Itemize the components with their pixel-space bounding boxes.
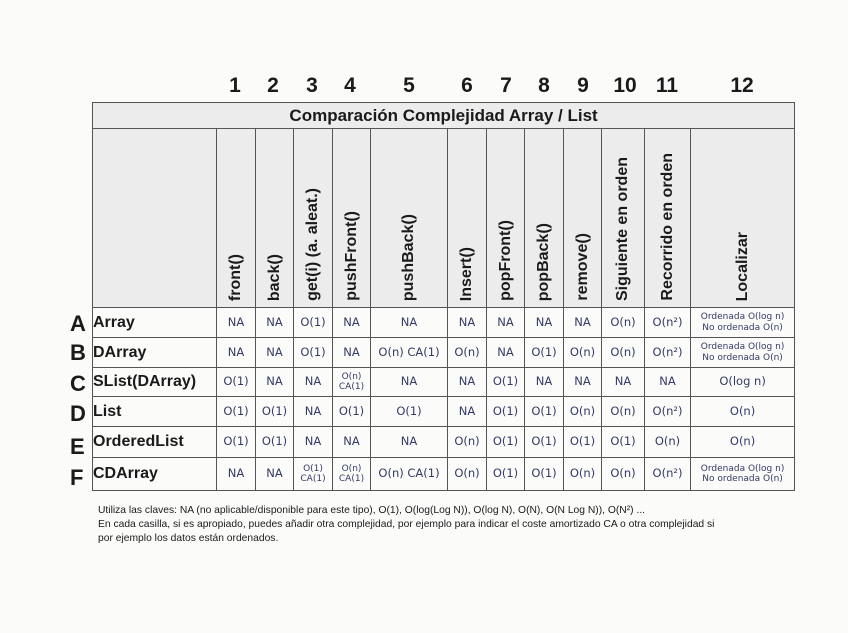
table-row [93, 308, 795, 338]
column-header-label: popBack() [535, 222, 552, 301]
table-cell: NA [256, 458, 294, 491]
table-cell: NA [371, 368, 448, 397]
table-cell: NA [256, 308, 294, 338]
table-cell: O(n) [448, 427, 487, 458]
column-numbers [0, 74, 848, 100]
table-cell: O(1) [217, 427, 256, 458]
column-number: 11 [655, 74, 679, 97]
table-cell: NA [564, 308, 602, 338]
table-cell: NA [333, 427, 371, 458]
table-cell: NA [448, 308, 487, 338]
table-cell: NA [294, 368, 333, 397]
table-row [93, 427, 795, 458]
table-cell: O(n) [691, 397, 795, 427]
table-cell: NA [333, 338, 371, 368]
column-number: 6 [461, 74, 473, 97]
table-cell: O(n) [448, 458, 487, 491]
table-cell: O(log n) [691, 368, 795, 397]
table-cell: O(1) [256, 397, 294, 427]
table-cell: NA [645, 368, 691, 397]
row-letter: A [70, 311, 86, 336]
table-cell: O(1) [487, 458, 525, 491]
table-cell: O(n) [564, 397, 602, 427]
row-label: List [93, 397, 217, 427]
table-cell: NA [371, 427, 448, 458]
column-number: 7 [500, 74, 512, 97]
column-number: 12 [730, 74, 754, 97]
column-header-label: Localizar [733, 231, 751, 301]
note-line: por ejemplo los datos están ordenados. [98, 533, 279, 544]
row-label: SList(DArray) [93, 368, 217, 397]
table-cell: O(n) [564, 338, 602, 368]
table-cell: NA [294, 397, 333, 427]
column-header [217, 129, 256, 308]
column-header [645, 129, 691, 308]
table-cell: O(1) [487, 427, 525, 458]
table-cell: O(n) [564, 458, 602, 491]
table-cell: O(n) [448, 338, 487, 368]
column-header-label: Siguiente en orden [614, 156, 631, 301]
column-header-label: Recorrido en orden [658, 153, 676, 301]
column-number: 8 [538, 74, 550, 97]
table-cell: O(n²) [645, 397, 691, 427]
table-cell: O(n) [691, 427, 795, 458]
column-number: 5 [403, 74, 415, 97]
row-label: DArray [93, 338, 217, 368]
table-cell: O(n) CA(1) [333, 458, 371, 491]
table-cell: NA [525, 368, 564, 397]
column-header-label: back() [265, 253, 283, 301]
table-cell: O(1) [487, 368, 525, 397]
column-header [256, 129, 294, 308]
table-cell: O(n²) [645, 338, 691, 368]
table-cell: Ordenada O(log n) No ordenada O(n) [691, 308, 795, 338]
column-number: 10 [613, 74, 637, 97]
column-header-label: front() [227, 253, 244, 301]
column-number: 4 [344, 74, 356, 97]
row-letter: B [70, 340, 86, 365]
table-cell: O(1) [525, 338, 564, 368]
column-header [371, 129, 448, 308]
header-row [93, 129, 795, 308]
table-cell: O(1) [602, 427, 645, 458]
column-header [333, 129, 371, 308]
table-cell: O(n) [602, 338, 645, 368]
table-cell: NA [294, 427, 333, 458]
table-cell: NA [487, 308, 525, 338]
table-cell: NA [217, 308, 256, 338]
table-cell: NA [371, 308, 448, 338]
table-cell: O(1) [371, 397, 448, 427]
column-header-label: get(i) (a. aleat.) [304, 188, 321, 301]
row-letter: C [70, 371, 86, 396]
column-number: 3 [306, 74, 318, 97]
table-row [93, 338, 795, 368]
table-cell: NA [487, 338, 525, 368]
table-cell: NA [333, 308, 371, 338]
table-cell: O(1) [525, 458, 564, 491]
table-cell: O(1) [217, 397, 256, 427]
table-cell: Ordenada O(log n) No ordenada O(n) [691, 458, 795, 491]
table-cell: NA [525, 308, 564, 338]
table-cell: NA [217, 338, 256, 368]
table-row [93, 397, 795, 427]
table-cell: O(1) [333, 397, 371, 427]
table-cell: O(n) [602, 308, 645, 338]
column-header-label: Insert() [458, 246, 475, 301]
table-cell: NA [217, 458, 256, 491]
table-cell: NA [448, 368, 487, 397]
table-cell: NA [448, 397, 487, 427]
instructions-note [98, 504, 738, 546]
table-cell: O(1) [525, 397, 564, 427]
table-cell: O(n) [602, 458, 645, 491]
row-letter: E [70, 434, 85, 459]
table-cell: O(1) [217, 368, 256, 397]
corner-cell [93, 129, 217, 308]
row-label: CDArray [93, 458, 217, 491]
row-letter: D [70, 401, 86, 426]
table-cell: NA [564, 368, 602, 397]
table-cell: O(n²) [645, 308, 691, 338]
table-title: Comparación Complejidad Array / List [93, 103, 795, 129]
table-cell: O(1) [294, 308, 333, 338]
table-cell: O(n) CA(1) [333, 368, 371, 397]
row-letter: F [70, 465, 84, 490]
table-cell: O(1) [487, 397, 525, 427]
table-cell: O(n²) [645, 458, 691, 491]
column-header [602, 129, 645, 308]
column-header [525, 129, 564, 308]
note-line: Utiliza las claves: NA (no aplicable/disponible para este tipo), O(1), O(log(Log N)), O(log N), O(N), O(N Log N)), O(N²) ... [98, 505, 646, 516]
note-line: En cada casilla, si es apropiado, puedes añadir otra complejidad, por ejemplo para indicar el coste amortizado CA o otra complejidad si [98, 519, 715, 530]
column-header [564, 129, 602, 308]
column-number: 1 [229, 74, 241, 97]
table-cell: O(n) [645, 427, 691, 458]
table-cell: O(1) CA(1) [294, 458, 333, 491]
table-cell: NA [256, 368, 294, 397]
table-cell: O(1) [256, 427, 294, 458]
table-cell: O(1) [525, 427, 564, 458]
column-header [487, 129, 525, 308]
table-cell: O(n) [602, 397, 645, 427]
table-cell: O(n) CA(1) [371, 458, 448, 491]
complexity-table [92, 102, 795, 491]
column-header [294, 129, 333, 308]
column-header-label: popFront() [496, 220, 514, 301]
row-label: Array [93, 308, 217, 338]
column-number: 9 [577, 74, 589, 97]
row-label: OrderedList [93, 427, 217, 458]
table-cell: O(1) [564, 427, 602, 458]
column-number: 2 [267, 74, 279, 97]
table-cell: NA [602, 368, 645, 397]
column-header-label: pushFront() [342, 211, 360, 301]
column-header [448, 129, 487, 308]
table-row [93, 458, 795, 491]
column-header [691, 129, 795, 308]
table-cell: O(1) [294, 338, 333, 368]
table-row [93, 368, 795, 397]
table-cell: NA [256, 338, 294, 368]
table-cell: Ordenada O(log n) No ordenada O(n) [691, 338, 795, 368]
column-header-label: pushBack() [400, 213, 417, 301]
column-header-label: remove() [573, 233, 591, 301]
table-cell: O(n) CA(1) [371, 338, 448, 368]
